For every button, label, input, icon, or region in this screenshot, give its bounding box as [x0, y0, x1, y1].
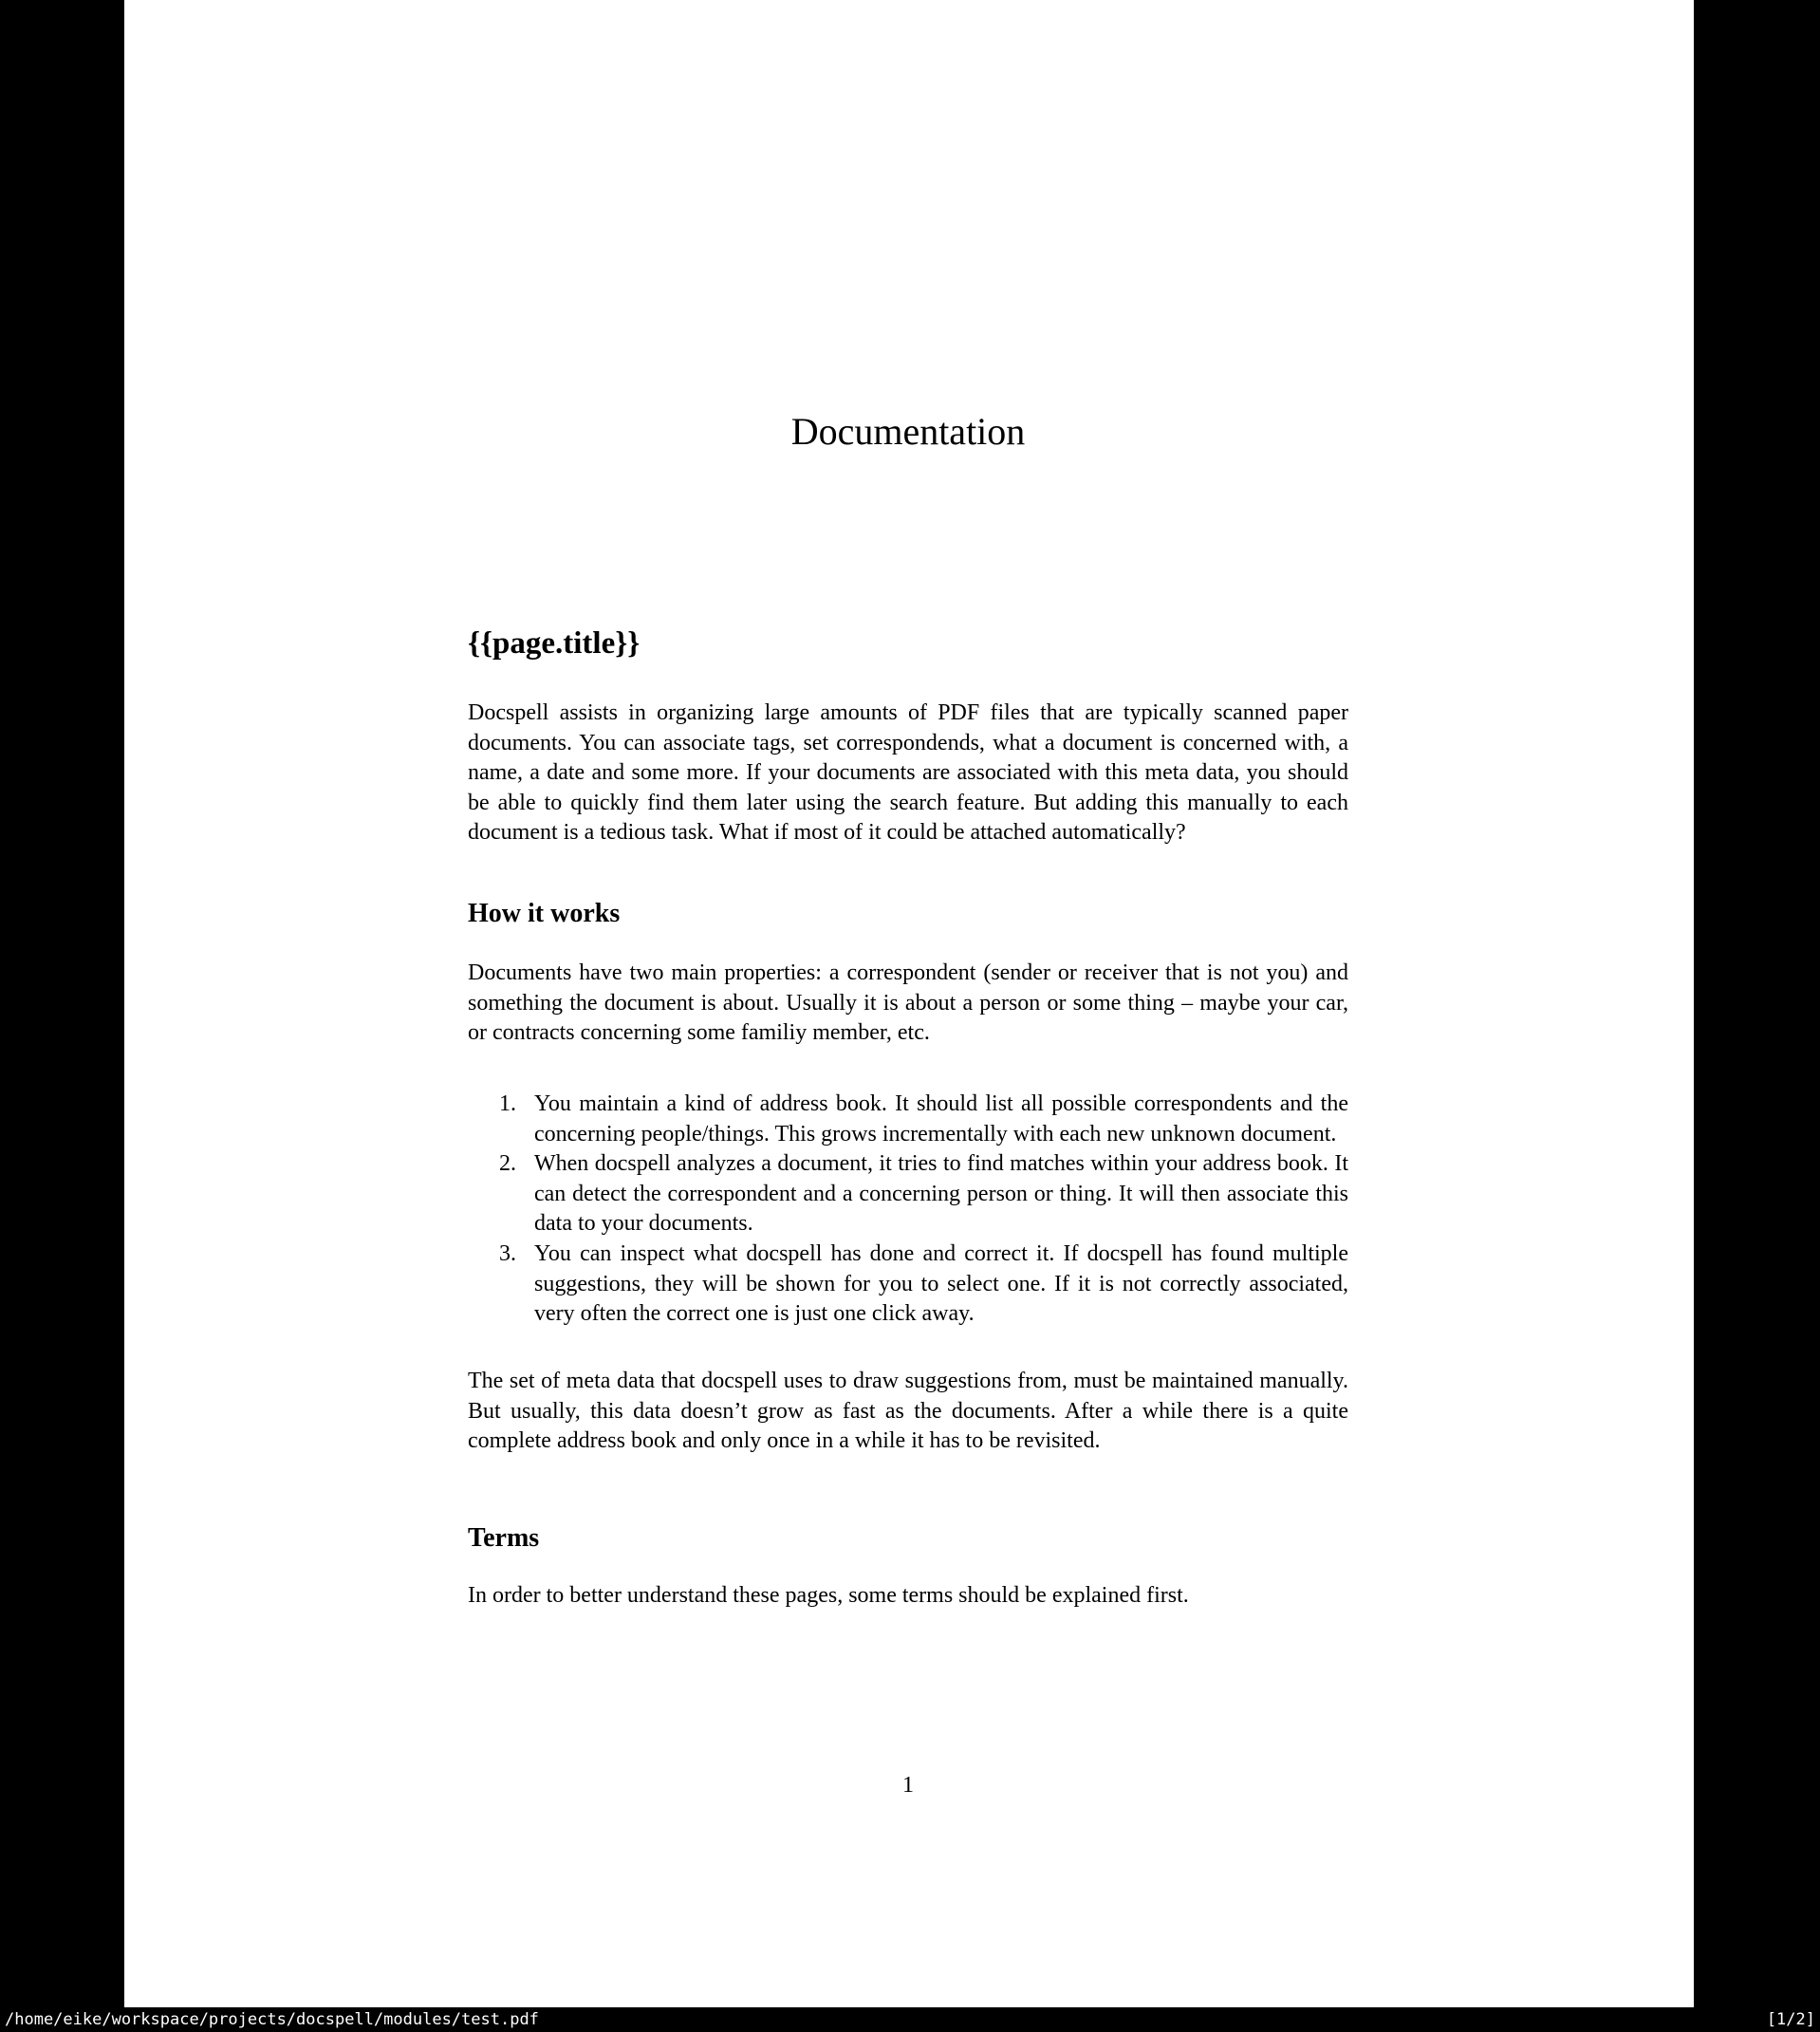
meta-data-paragraph: The set of meta data that docspell uses to draw suggestions from, must be maintained manually. But usually, this data doesn’t grow as fast as the documents. After a while there is a quite complete address book and only once in a while it has to be revisited.	[468, 1369, 1348, 1454]
list-item	[468, 1090, 1348, 1149]
statusbar-page-indicator: [1/2]	[1766, 2010, 1815, 2029]
list-item-text: You can inspect what docspell has done and correct it. If docspell has found multiple suggestions, they will be shown for you to select one. If it is not correctly associated, very often the correct one is just one click away.	[534, 1240, 1348, 1327]
list-item-number: 1.	[499, 1091, 516, 1116]
numbered-list	[468, 1090, 1348, 1330]
statusbar-file-path: /home/eike/workspace/projects/docspell/modules/test.pdf	[5, 2010, 539, 2029]
statusbar	[0, 2007, 1820, 2032]
document-title: Documentation	[790, 410, 1026, 453]
list-item-text: You maintain a kind of address book. It should list all possible correspondents and the concerning people/things. This grows incrementally with each new unknown document.	[534, 1091, 1348, 1146]
section-heading-page-title: {{page.title}}	[468, 626, 641, 661]
how-it-works-paragraph: Documents have two main properties: a correspondent (sender or receiver that is not you) and something the document is about. Usually it is about a person or some thing – maybe your car, or contracts concerning some familiy member, etc.	[468, 960, 1348, 1046]
pdf-page[interactable]	[124, 0, 1694, 2007]
terms-paragraph: In order to better understand these pages, some terms should be explained first.	[468, 1583, 1189, 1608]
section-heading-terms: Terms	[468, 1523, 540, 1553]
list-item-number: 2.	[499, 1151, 516, 1177]
list-item	[468, 1240, 1348, 1330]
page-content	[468, 0, 1348, 2007]
list-item-number: 3.	[499, 1240, 516, 1266]
intro-paragraph: Docspell assists in organizing large amounts of PDF files that are typically scanned paper documents. You can associate tags, set correspondends, what a document is concerned with, a name, a date and some more. If your documents are associated with this meta data, you should be able to quickly find them later using the search feature. But adding this manually to each document is a tedious task. What if most of it could be attached automatically?	[468, 700, 1348, 846]
page-number: 1	[902, 1773, 914, 1798]
list-item-text: When docspell analyzes a document, it tries to find matches within your address book. It can detect the correspondent and a concerning person or thing. It will then associate this data to your documents.	[534, 1151, 1348, 1237]
section-heading-how-it-works: How it works	[468, 899, 621, 928]
list-item	[468, 1149, 1348, 1240]
